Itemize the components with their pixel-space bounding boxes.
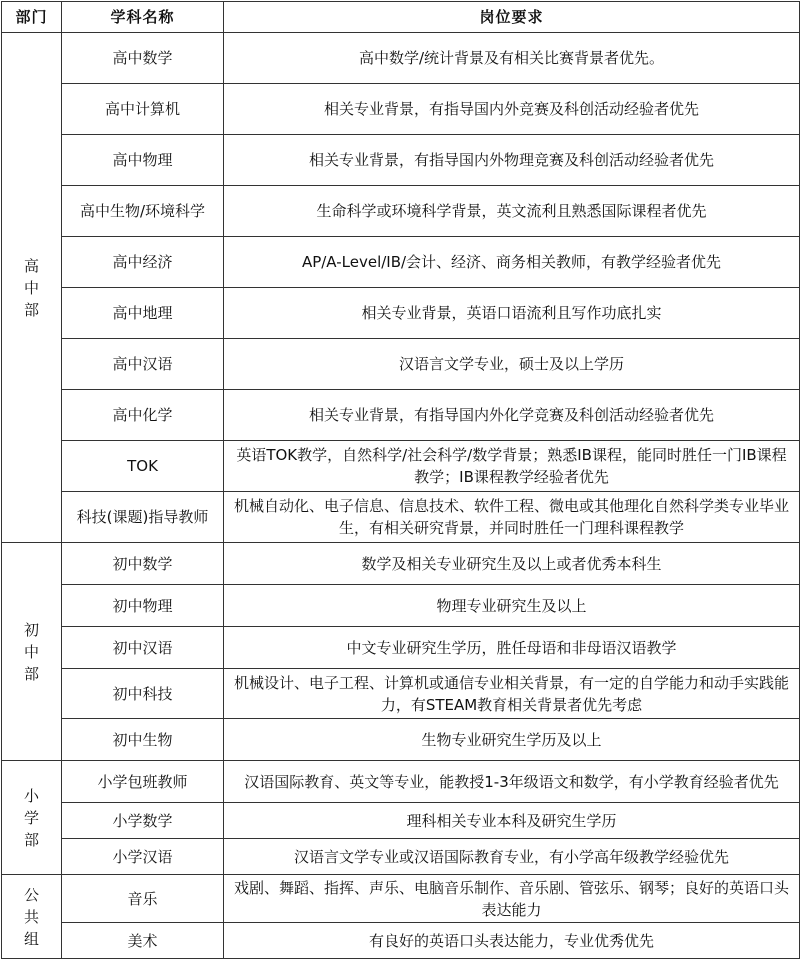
job-requirements-table (1, 1, 800, 959)
subject-cell: 初中数学 (62, 543, 224, 585)
requirement-cell: 中文专业研究生学历，胜任母语和非母语汉语教学 (224, 627, 800, 669)
table-row (2, 441, 800, 492)
table-row (2, 803, 800, 839)
requirement-cell: 生命科学或环境科学背景，英文流利且熟悉国际课程者优先 (224, 186, 800, 237)
subject-cell: 科技(课题)指导教师 (62, 492, 224, 543)
table-body (2, 33, 800, 959)
requirement-cell: 相关专业背景，有指导国内外竞赛及科创活动经验者优先 (224, 84, 800, 135)
dept-cell (2, 875, 62, 959)
header-subject: 学科名称 (62, 2, 224, 33)
table-row (2, 135, 800, 186)
table-row (2, 669, 800, 719)
requirement-cell: 汉语国际教育、英文等专业，能教授1-3年级语文和数学，有小学教育经验者优先 (224, 761, 800, 803)
requirement-cell: 数学及相关专业研究生及以上或者优秀本科生 (224, 543, 800, 585)
table-row (2, 339, 800, 390)
table-row (2, 492, 800, 543)
subject-cell: 小学数学 (62, 803, 224, 839)
table-row (2, 627, 800, 669)
table-row (2, 719, 800, 761)
table-row (2, 543, 800, 585)
table-row (2, 288, 800, 339)
subject-cell: 高中地理 (62, 288, 224, 339)
requirement-cell: 机械设计、电子工程、计算机或通信专业相关背景，有一定的自学能力和动手实践能力，有STEAM教育相关背景者优先考虑 (224, 669, 800, 719)
dept-label: 高中部 (23, 256, 39, 319)
requirement-cell: AP/A-Level/IB/会计、经济、商务相关教师，有教学经验者优先 (224, 237, 800, 288)
header-dept: 部门 (2, 2, 62, 33)
requirement-cell: 相关专业背景，有指导国内外化学竞赛及科创活动经验者优先 (224, 390, 800, 441)
requirement-cell: 相关专业背景，有指导国内外物理竞赛及科创活动经验者优先 (224, 135, 800, 186)
table-row (2, 237, 800, 288)
subject-cell: 小学包班教师 (62, 761, 224, 803)
requirement-cell: 戏剧、舞蹈、指挥、声乐、电脑音乐制作、音乐剧、管弦乐、钢琴；良好的英语口头表达能力 (224, 875, 800, 923)
table-row (2, 84, 800, 135)
requirement-cell: 汉语言文学专业，硕士及以上学历 (224, 339, 800, 390)
subject-cell: 小学汉语 (62, 839, 224, 875)
requirement-cell: 机械自动化、电子信息、信息技术、软件工程、微电或其他理化自然科学类专业毕业生，有相关研究背景，并同时胜任一门理科课程教学 (224, 492, 800, 543)
dept-cell (2, 761, 62, 875)
header-requirements: 岗位要求 (224, 2, 800, 33)
table-row (2, 186, 800, 237)
subject-cell: 美术 (62, 923, 224, 959)
subject-cell: 高中化学 (62, 390, 224, 441)
table-row (2, 839, 800, 875)
subject-cell: 音乐 (62, 875, 224, 923)
dept-cell (2, 543, 62, 761)
header-row (2, 2, 800, 33)
subject-cell: 高中汉语 (62, 339, 224, 390)
dept-label: 小学部 (23, 786, 39, 849)
subject-cell: 初中物理 (62, 585, 224, 627)
table-row (2, 761, 800, 803)
dept-cell (2, 33, 62, 543)
subject-cell: 初中生物 (62, 719, 224, 761)
table-row (2, 390, 800, 441)
requirement-cell: 物理专业研究生及以上 (224, 585, 800, 627)
table-row (2, 585, 800, 627)
requirement-cell: 英语TOK教学，自然科学/社会科学/数学背景；熟悉IB课程，能同时胜任一门IB课程教学；IB课程教学经验者优先 (224, 441, 800, 492)
subject-cell: 高中生物/环境科学 (62, 186, 224, 237)
subject-cell: 高中数学 (62, 33, 224, 84)
table-row (2, 923, 800, 959)
requirement-cell: 生物专业研究生学历及以上 (224, 719, 800, 761)
requirement-cell: 汉语言文学专业或汉语国际教育专业，有小学高年级教学经验优先 (224, 839, 800, 875)
requirement-cell: 相关专业背景，英语口语流利且写作功底扎实 (224, 288, 800, 339)
requirement-cell: 高中数学/统计背景及有相关比赛背景者优先。 (224, 33, 800, 84)
subject-cell: 初中科技 (62, 669, 224, 719)
subject-cell: 高中经济 (62, 237, 224, 288)
subject-cell: 高中物理 (62, 135, 224, 186)
subject-cell: 初中汉语 (62, 627, 224, 669)
subject-cell: TOK (62, 441, 224, 492)
requirement-cell: 理科相关专业本科及研究生学历 (224, 803, 800, 839)
subject-cell: 高中计算机 (62, 84, 224, 135)
requirement-cell: 有良好的英语口头表达能力，专业优秀优先 (224, 923, 800, 959)
dept-label: 初中部 (23, 620, 39, 683)
table-row (2, 875, 800, 923)
dept-label: 公共组 (23, 885, 39, 948)
table-row (2, 33, 800, 84)
